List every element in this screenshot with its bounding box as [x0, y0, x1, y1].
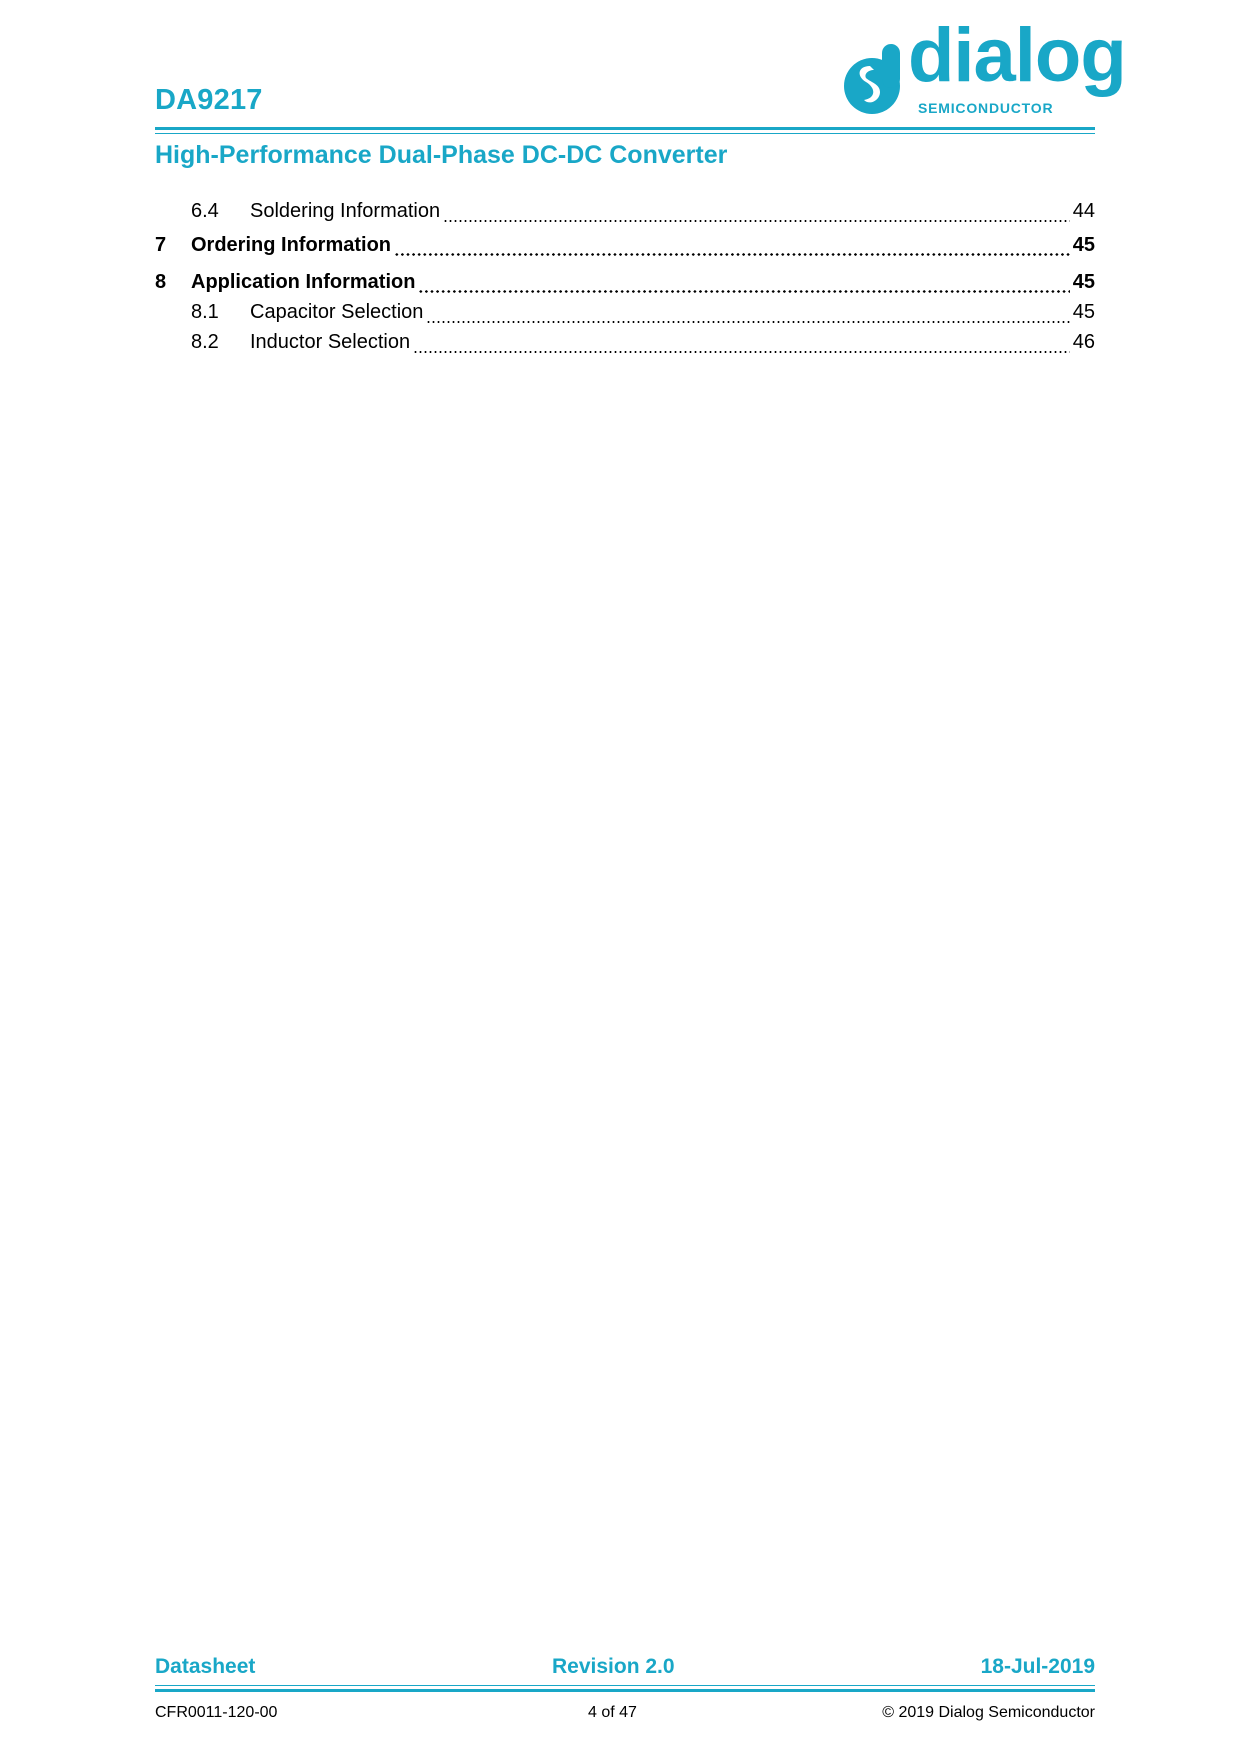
toc-entry-6-4[interactable] — [155, 200, 1095, 226]
toc-number: 8.1 — [191, 301, 219, 323]
toc-page-number: 46 — [1072, 331, 1095, 353]
footer-doc-type: Datasheet — [155, 1655, 256, 1678]
toc-number: 7 — [155, 234, 167, 256]
document-number: DA9217 — [155, 84, 263, 116]
toc-title: Application Information — [191, 271, 416, 293]
footer-rule — [155, 1689, 1095, 1692]
toc-title: Ordering Information — [191, 234, 391, 256]
document-subtitle: High-Performance Dual-Phase DC-DC Converter — [155, 141, 728, 169]
toc-entry-7[interactable] — [155, 234, 1095, 260]
toc-title: Inductor Selection — [250, 331, 411, 353]
toc-leader-dots — [394, 236, 1070, 256]
toc-leader-dots — [426, 303, 1069, 323]
toc-leader-dots — [413, 333, 1070, 353]
toc-title: Soldering Information — [250, 200, 441, 222]
header-rule — [155, 127, 1095, 130]
footer-page-number: 4 of 47 — [588, 1704, 637, 1721]
toc-entry-8[interactable] — [155, 271, 1095, 297]
header-rule-thin — [155, 133, 1095, 134]
toc-leader-dots — [418, 273, 1069, 293]
toc-number: 6.4 — [191, 200, 219, 222]
toc-number: 8 — [155, 271, 167, 293]
logo-subtitle: SEMICONDUCTOR — [916, 100, 1057, 116]
toc-entry-8-2[interactable] — [155, 331, 1095, 357]
toc-page-number: 44 — [1072, 200, 1095, 222]
toc-entry-8-1[interactable] — [155, 301, 1095, 327]
footer-rule-thin — [155, 1685, 1095, 1686]
logo-wordmark: dialog — [908, 13, 1126, 98]
toc-leader-dots — [443, 202, 1070, 222]
footer-revision: Revision 2.0 — [552, 1655, 675, 1678]
toc-title: Capacitor Selection — [250, 301, 424, 323]
footer-date: 18-Jul-2019 — [980, 1655, 1095, 1678]
toc-page-number: 45 — [1072, 271, 1095, 293]
dialog-logo-mark-icon — [836, 42, 906, 116]
footer-form-id: CFR0011-120-00 — [155, 1704, 278, 1721]
dialog-logo — [836, 13, 1126, 118]
toc-number: 8.2 — [191, 331, 219, 353]
toc-page-number: 45 — [1072, 234, 1095, 256]
toc-page-number: 45 — [1072, 301, 1095, 323]
footer-copyright: © 2019 Dialog Semiconductor — [882, 1704, 1095, 1721]
